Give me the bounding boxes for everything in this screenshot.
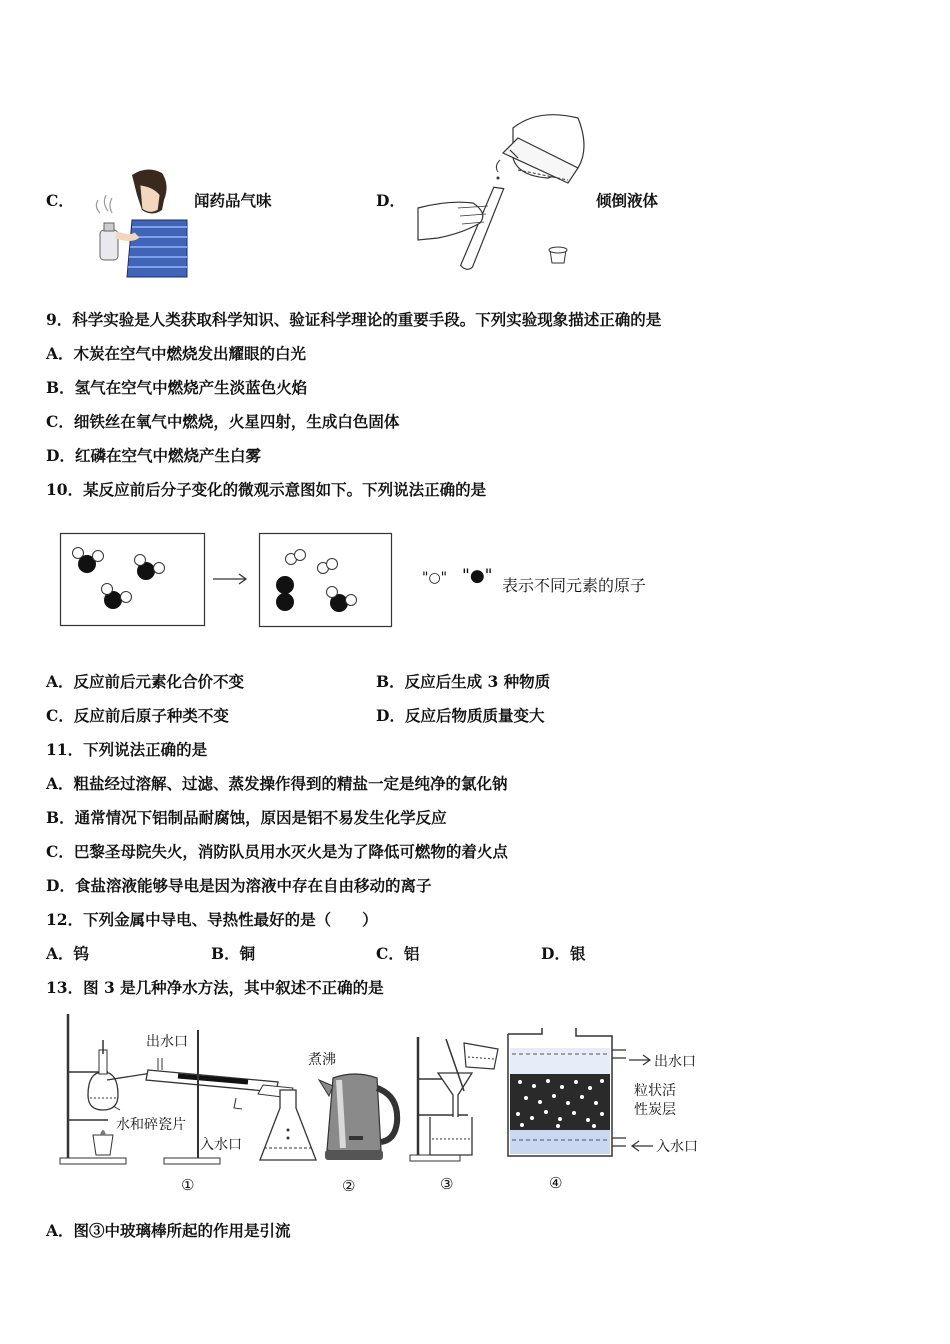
q11-option-a: A．粗盐经过溶解、过滤、蒸发操作得到的精盐一定是纯净的氯化钠 <box>46 774 508 793</box>
label-inlet-1: 入水口 <box>200 1137 242 1153</box>
q12-option-c: C．铝 <box>376 944 420 963</box>
q11-option-c: C．巴黎圣母院失火，消防队员用水灭火是为了降低可燃物的着火点 <box>46 842 508 861</box>
q9-option-c: C．细铁丝在氧气中燃烧，火星四射，生成白色固体 <box>46 412 400 431</box>
q10-stem: 10．某反应前后分子变化的微观示意图如下。下列说法正确的是 <box>46 480 487 499</box>
filtration-figure <box>408 1033 504 1163</box>
label-outlet-2: 出水口 <box>654 1054 696 1070</box>
electric-kettle-figure <box>315 1066 403 1166</box>
legend-text: 表示不同元素的原子 <box>502 576 647 595</box>
q8-option-d-label: D． <box>376 191 405 210</box>
reaction-arrow <box>212 572 248 586</box>
figure-number-3: ③ <box>440 1175 454 1193</box>
q10-option-c: C．反应前后原子种类不变 <box>46 706 229 725</box>
collecting-flask <box>258 1086 318 1166</box>
q8-option-c-label: C． <box>46 191 74 210</box>
reaction-after-box <box>259 533 393 628</box>
reaction-before-box <box>60 533 206 627</box>
figure-number-1: ① <box>181 1176 195 1194</box>
q11-stem: 11．下列说法正确的是 <box>46 740 208 759</box>
label-outlet-1: 出水口 <box>146 1034 188 1050</box>
q10-option-a: A．反应前后元素化合价不变 <box>46 672 245 691</box>
label-water-and-chips: 水和碎瓷片 <box>116 1117 186 1133</box>
label-carbon-layer-2: 性炭层 <box>634 1102 676 1118</box>
q12-option-a: A．钨 <box>46 944 90 963</box>
q10-option-b: B．反应后生成 3 种物质 <box>376 672 551 691</box>
outlet-arrow-icon <box>628 1054 652 1066</box>
q12-option-b: B．铜 <box>211 944 256 963</box>
pouring-liquid-illustration <box>418 108 593 273</box>
q9-option-a: A．木炭在空气中燃烧发出耀眼的白光 <box>46 344 307 363</box>
q13-option-a: A．图③中玻璃棒所起的作用是引流 <box>46 1221 291 1240</box>
q13-stem: 13．图 3 是几种净水方法，其中叙述不正确的是 <box>46 978 384 997</box>
label-carbon-layer-1: 粒状活 <box>634 1083 676 1099</box>
label-boil: 煮沸 <box>308 1052 336 1068</box>
smelling-student-illustration <box>92 165 192 280</box>
inlet-arrow-icon <box>630 1140 654 1152</box>
legend-black-atom: "●" <box>462 566 493 586</box>
q11-option-b: B．通常情况下铝制品耐腐蚀，原因是铝不易发生化学反应 <box>46 808 447 827</box>
figure-number-4: ④ <box>549 1174 563 1192</box>
q8-option-d-caption: 倾倒液体 <box>596 191 659 210</box>
legend-white-atom: "○" <box>422 570 448 586</box>
q8-option-c-caption: 闻药品气味 <box>194 191 272 210</box>
q11-option-d: D．食盐溶液能够导电是因为溶液中存在自由移动的离子 <box>46 876 432 895</box>
q12-stem: 12．下列金属中导电、导热性最好的是（ ） <box>46 910 378 929</box>
figure-number-2: ② <box>342 1177 356 1195</box>
q9-option-d: D．红磷在空气中燃烧产生白雾 <box>46 446 261 465</box>
label-inlet-2: 入水口 <box>656 1139 698 1155</box>
q9-option-b: B．氢气在空气中燃烧产生淡蓝色火焰 <box>46 378 308 397</box>
q9-stem: 9．科学实验是人类获取科学知识、验证科学理论的重要手段。下列实验现象描述正确的是 <box>46 310 662 329</box>
q10-option-d: D．反应后物质质量变大 <box>376 706 545 725</box>
activated-carbon-filter-figure <box>500 1026 630 1162</box>
q12-option-d: D．银 <box>541 944 586 963</box>
